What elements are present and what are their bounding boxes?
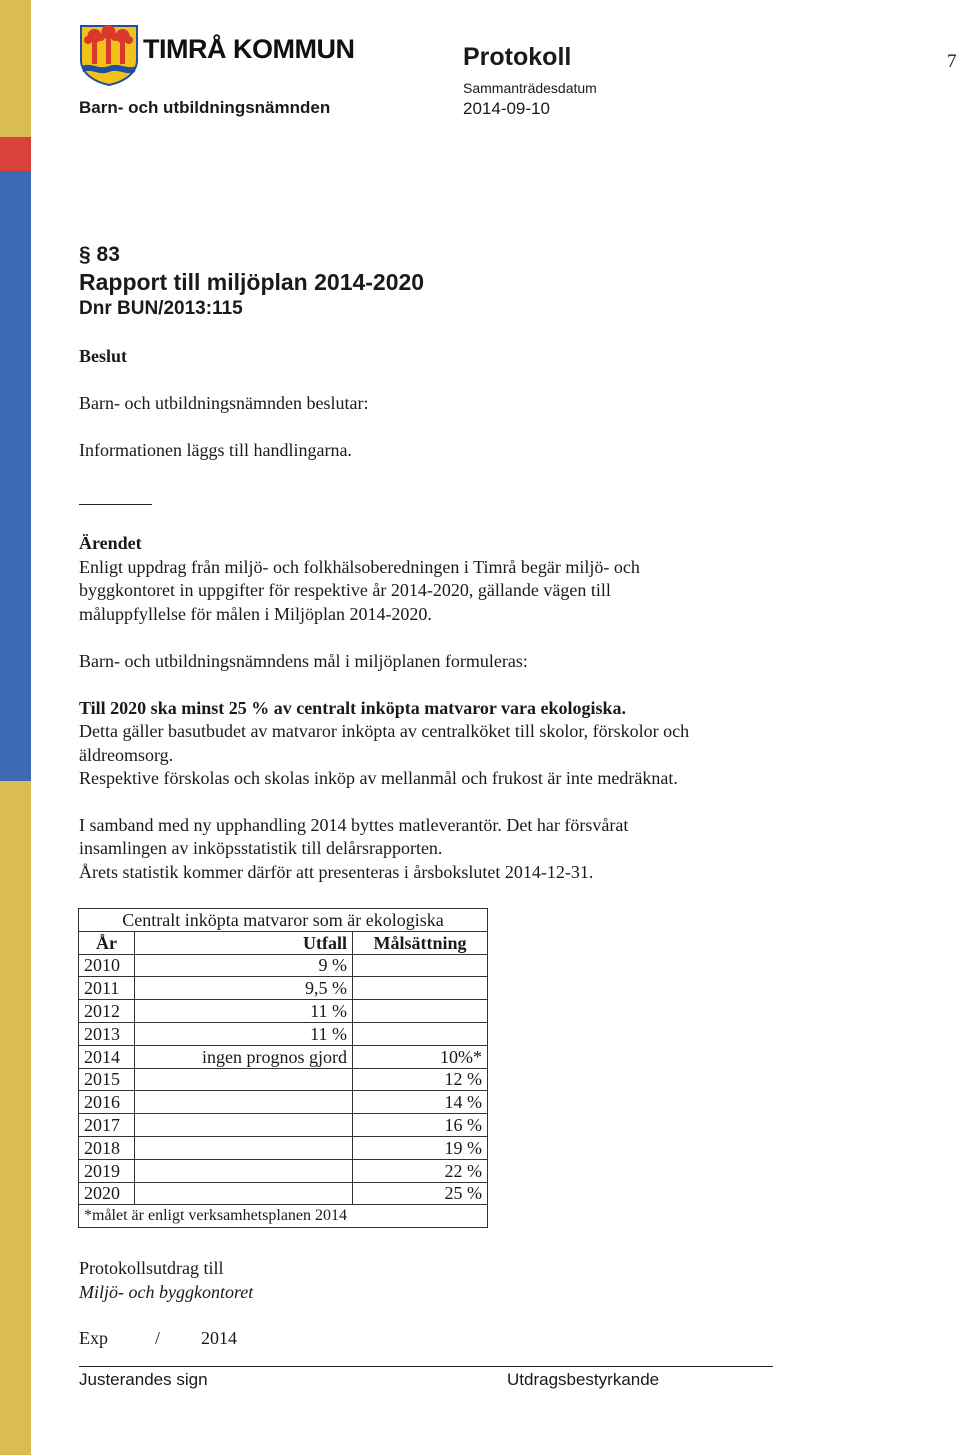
column-header-outcome: Utfall [135, 931, 353, 954]
table-row [79, 1182, 488, 1205]
table-row [79, 1114, 488, 1137]
meeting-date-label: Sammanträdesdatum [463, 80, 597, 96]
goal-statement: Till 2020 ska minst 25 % av centralt inköpta matvaror vara ekologiska. [79, 698, 627, 718]
cell-year: 2013 [79, 1022, 135, 1045]
cell-outcome [135, 1159, 353, 1182]
paragraph-number: § 83 [79, 243, 120, 266]
cell-year: 2018 [79, 1136, 135, 1159]
cell-target [353, 1022, 488, 1045]
table-row [79, 1091, 488, 1114]
side-band-blue [0, 171, 31, 781]
cell-year: 2016 [79, 1091, 135, 1114]
table-row [79, 1000, 488, 1023]
table-footnote-row [79, 1205, 488, 1228]
signature-label-certification: Utdragsbestyrkande [507, 1370, 660, 1389]
cell-year: 2020 [79, 1182, 135, 1205]
cell-outcome: 9,5 % [135, 977, 353, 1000]
decision-separator [79, 504, 152, 505]
table-caption-row [79, 909, 488, 932]
side-band-yellow-bottom [0, 781, 31, 1455]
signature-label-adjuster: Justerandes sign [79, 1370, 208, 1389]
table-caption: Centralt inköpta matvaror som är ekologiska [79, 909, 488, 932]
cell-outcome [135, 1136, 353, 1159]
table-row [79, 1068, 488, 1091]
cell-target: 22 % [353, 1159, 488, 1182]
municipal-shield-logo [79, 24, 139, 86]
brand-wordmark: TIMRÅ KOMMUN [143, 34, 355, 64]
cell-outcome: 11 % [135, 1000, 353, 1023]
cell-target: 10%* [353, 1045, 488, 1068]
cell-target: 16 % [353, 1114, 488, 1137]
cell-target: 12 % [353, 1068, 488, 1091]
decision-heading: Beslut [79, 346, 128, 366]
page-number: 7 [947, 51, 957, 72]
matter-line: Enligt uppdrag från miljö- och folkhälsoberedningen i Timrå begär miljö- och [79, 557, 640, 577]
expedition-label: Exp [79, 1328, 108, 1348]
meeting-date: 2014-09-10 [463, 99, 550, 118]
section-title: Rapport till miljöplan 2014-2020 [79, 269, 425, 295]
table-row [79, 977, 488, 1000]
decision-intro: Barn- och utbildningsnämnden beslutar: [79, 393, 369, 413]
cell-target [353, 1000, 488, 1023]
column-header-target: Målsättning [353, 931, 488, 954]
matter-line: byggkontoret in uppgifter för respektive år 2014-2020, gällande vägen till [79, 580, 611, 600]
procurement-line: I samband med ny upphandling 2014 byttes matleverantör. Det har försvårat [79, 815, 629, 835]
table-header-row [79, 931, 488, 954]
table-footnote: *målet är enligt verksamhetsplanen 2014 [79, 1205, 488, 1228]
goal-line: Respektive förskolas och skolas inköp av mellanmål och frukost är inte medräknat. [79, 768, 678, 788]
cell-outcome [135, 1091, 353, 1114]
column-header-year: År [79, 931, 135, 954]
cell-year: 2019 [79, 1159, 135, 1182]
cell-outcome [135, 1068, 353, 1091]
matter-line: måluppfyllelse för målen i Miljöplan 2014-2020. [79, 604, 432, 624]
cell-target [353, 954, 488, 977]
cell-outcome: 11 % [135, 1022, 353, 1045]
distribution-label: Protokollsutdrag till [79, 1258, 224, 1278]
cell-target [353, 977, 488, 1000]
distribution-recipient: Miljö- och byggkontoret [79, 1282, 254, 1302]
cell-year: 2011 [79, 977, 135, 1000]
signature-line [79, 1366, 773, 1367]
department-name: Barn- och utbildningsnämnden [79, 98, 331, 117]
cell-target: 14 % [353, 1091, 488, 1114]
cell-year: 2017 [79, 1114, 135, 1137]
side-band-yellow-top [0, 0, 31, 137]
table-row [79, 1136, 488, 1159]
cell-outcome [135, 1182, 353, 1205]
expedition-slash: / [155, 1328, 161, 1348]
ecological-food-table [78, 908, 488, 1228]
cell-outcome: ingen prognos gjord [135, 1045, 353, 1068]
cell-year: 2015 [79, 1068, 135, 1091]
table-row [79, 1159, 488, 1182]
procurement-line: insamlingen av inköpsstatistik till delårsrapporten. [79, 838, 443, 858]
document-type: Protokoll [463, 43, 572, 71]
goal-intro: Barn- och utbildningsnämndens mål i miljöplanen formuleras: [79, 651, 528, 671]
table-row [79, 1022, 488, 1045]
case-number: Dnr BUN/2013:115 [79, 298, 243, 319]
decision-text: Informationen läggs till handlingarna. [79, 440, 352, 460]
matter-heading: Ärendet [79, 533, 142, 553]
table-row [79, 954, 488, 977]
side-band-red [0, 137, 31, 171]
goal-line: äldreomsorg. [79, 745, 174, 765]
cell-year: 2012 [79, 1000, 135, 1023]
cell-target: 19 % [353, 1136, 488, 1159]
cell-year: 2014 [79, 1045, 135, 1068]
expedition-year: 2014 [201, 1328, 237, 1348]
cell-outcome: 9 % [135, 954, 353, 977]
goal-line: Detta gäller basutbudet av matvaror inköpta av centralköket till skolor, förskolor och [79, 721, 690, 741]
cell-outcome [135, 1114, 353, 1137]
table-row [79, 1045, 488, 1068]
cell-target: 25 % [353, 1182, 488, 1205]
procurement-line: Årets statistik kommer därför att presenteras i årsbokslutet 2014-12-31. [79, 862, 594, 882]
cell-year: 2010 [79, 954, 135, 977]
